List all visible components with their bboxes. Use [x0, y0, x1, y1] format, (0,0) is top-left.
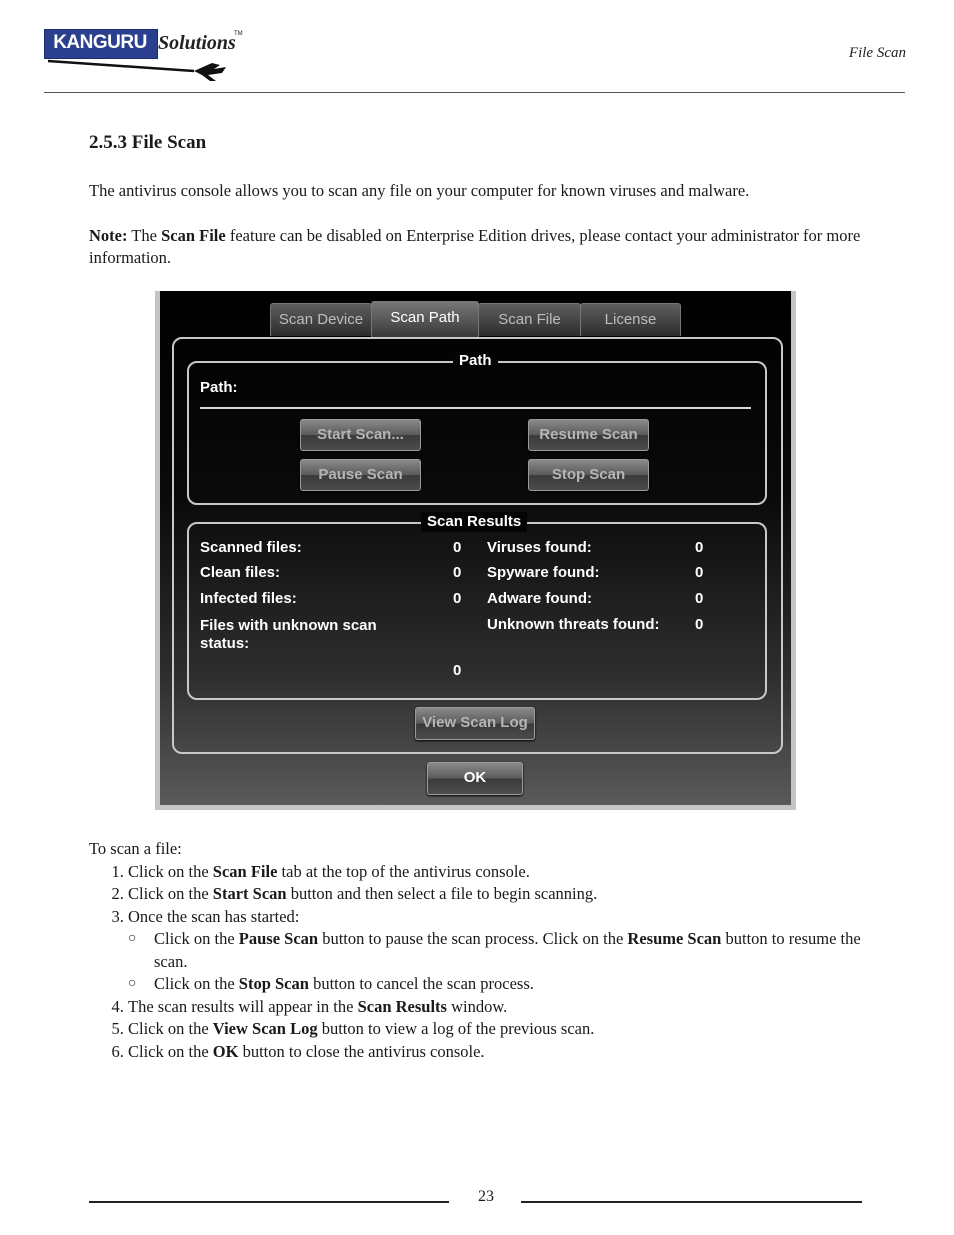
logo-trademark: TM [234, 31, 243, 37]
note-text-post: feature can be disabled on Enterprise Edition drives, please contact your administrator for more information. [89, 226, 861, 267]
step-4-bold: Scan Results [357, 996, 447, 1016]
step-4 [128, 996, 879, 1019]
tab-scan-path[interactable]: Scan Path [371, 301, 479, 337]
step-3a-bold-2: Resume Scan [627, 929, 722, 948]
instructions [89, 838, 879, 1063]
intro-paragraph: The antivirus console allows you to scan any file on your computer for known viruses and malware. [89, 181, 750, 200]
hollow-bullet-icon: ○ [128, 976, 137, 991]
step-3a-post: button to resume the scan. [154, 929, 861, 971]
step-6 [128, 1041, 879, 1064]
step-3b [128, 973, 879, 996]
step-3a [128, 928, 879, 973]
step-4-post: window. [446, 996, 508, 1016]
spyware-found-label: Spyware found: [487, 564, 600, 581]
note-paragraph [89, 225, 869, 269]
view-scan-log-button[interactable]: View Scan Log [415, 707, 535, 740]
step-1 [128, 861, 879, 884]
scan-results-title: Scan Results [421, 512, 527, 532]
header-divider [44, 92, 905, 93]
infected-files-value: 0 [453, 590, 462, 607]
note-label: Note: [89, 226, 128, 245]
path-panel-title: Path [453, 351, 498, 371]
adware-found-value: 0 [695, 590, 704, 607]
step-1-bold: Scan File [212, 861, 278, 881]
infected-files-label: Infected files: [200, 590, 297, 607]
path-panel [187, 352, 767, 505]
step-2-post: button and then select a file to begin scanning. [286, 884, 598, 903]
scan-results-panel [187, 513, 767, 700]
step-6-pre: Click on the [128, 1041, 213, 1061]
path-input[interactable] [200, 407, 751, 409]
spyware-found-value: 0 [695, 564, 704, 581]
kangaroo-swoosh-icon [44, 57, 240, 83]
ok-button[interactable]: OK [427, 762, 523, 795]
step-3a-pre: Click on the [154, 929, 239, 948]
step-2-pre: Click on the [128, 884, 213, 903]
resume-scan-button[interactable]: Resume Scan [528, 419, 649, 451]
step-5-post: button to view a log of the previous scan. [317, 1019, 595, 1038]
viruses-found-value: 0 [695, 539, 704, 556]
scanned-files-value: 0 [453, 539, 462, 556]
step-5-bold: View Scan Log [212, 1019, 318, 1038]
tab-scan-file[interactable]: Scan File [478, 303, 581, 336]
pause-scan-button[interactable]: Pause Scan [300, 459, 421, 491]
step-2-bold: Start Scan [212, 884, 287, 903]
header-section-label: File Scan [848, 45, 906, 61]
step-3a-bold-1: Pause Scan [238, 929, 319, 948]
note-feature: Scan File [161, 226, 226, 245]
logo-brand-text: KANGURU [53, 32, 147, 53]
hollow-bullet-icon: ○ [128, 931, 137, 946]
unknown-status-value: 0 [453, 662, 462, 679]
adware-found-label: Adware found: [487, 590, 592, 607]
note-text-pre: The [127, 226, 162, 245]
step-1-post: tab at the top of the antivirus console. [277, 861, 530, 881]
unknown-threats-value: 0 [695, 616, 704, 633]
step-4-pre: The scan results will appear in the [128, 996, 358, 1016]
step-3-text: Once the scan has started: [128, 906, 300, 926]
logo-suffix-text: Solutions [158, 32, 236, 54]
scanned-files-label: Scanned files: [200, 539, 302, 556]
step-3b-post: button to cancel the scan process. [308, 974, 534, 993]
instructions-intro: To scan a file: [89, 839, 182, 858]
step-3a-mid: button to pause the scan process. Click on the [318, 929, 628, 948]
unknown-threats-label: Unknown threats found: [487, 616, 660, 633]
step-5-pre: Click on the [128, 1019, 213, 1038]
path-label: Path: [200, 379, 238, 396]
footer-rule-left [89, 1201, 449, 1203]
step-1-pre: Click on the [128, 861, 213, 881]
step-3b-pre: Click on the [154, 974, 239, 993]
tab-license[interactable]: License [580, 303, 681, 336]
clean-files-label: Clean files: [200, 564, 281, 581]
step-3 [128, 906, 879, 996]
step-5 [128, 1018, 879, 1041]
stop-scan-button[interactable]: Stop Scan [528, 459, 649, 491]
unknown-status-label: Files with unknown scan status: [200, 617, 377, 652]
page-number: 23 [478, 1188, 494, 1205]
step-2 [128, 883, 879, 906]
page-title: 2.5.3 File Scan [89, 132, 207, 153]
viruses-found-label: Viruses found: [487, 539, 592, 556]
step-6-bold: OK [212, 1041, 239, 1061]
start-scan-button[interactable]: Start Scan... [300, 419, 421, 451]
footer-rule-right [521, 1201, 862, 1203]
antivirus-console-screenshot [155, 291, 796, 810]
steps-list [89, 861, 879, 1064]
step-3b-bold: Stop Scan [238, 974, 309, 993]
kanguru-logo [44, 29, 243, 83]
console-window [160, 291, 791, 805]
clean-files-value: 0 [453, 564, 462, 581]
step-6-post: button to close the antivirus console. [238, 1041, 485, 1061]
tab-scan-device[interactable]: Scan Device [270, 303, 372, 336]
step-3-sublist [128, 928, 879, 996]
